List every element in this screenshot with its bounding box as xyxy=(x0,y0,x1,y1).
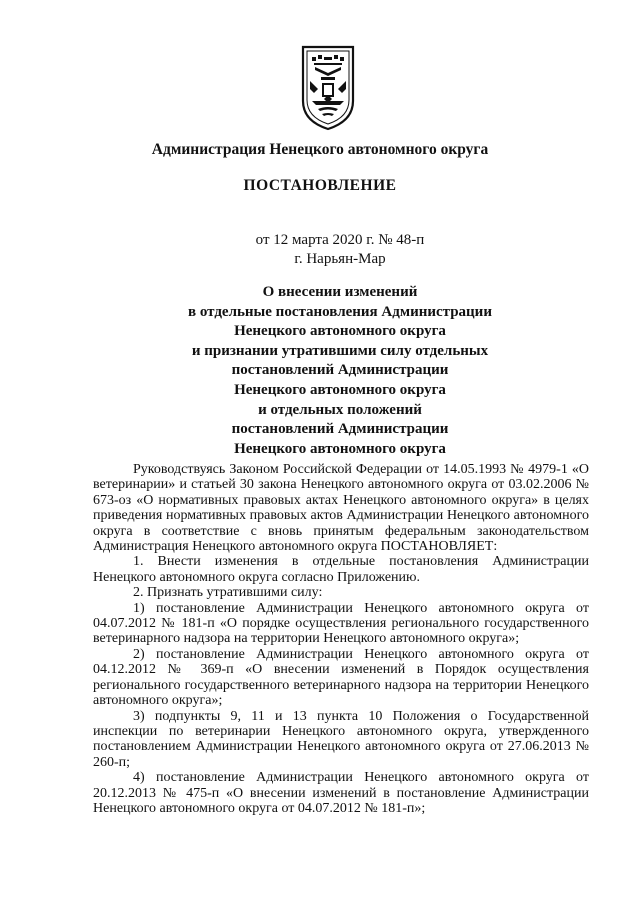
subject-line: Ненецкого автономного округа xyxy=(234,323,446,340)
clause-1-paragraph: 1. Внести изменения в отдельные постановления Администрации Ненецкого автономного округа согласно Приложению. xyxy=(93,554,589,585)
subject-line: постановлений Администрации xyxy=(231,421,449,438)
coat-of-arms-emblem xyxy=(300,43,356,131)
subject-line: Ненецкого автономного округа xyxy=(234,381,446,398)
document-meta xyxy=(0,231,640,269)
document-place: г. Нарьян-Мар xyxy=(294,251,386,267)
organization-name: Администрация Ненецкого автономного округа xyxy=(151,141,489,158)
subject-line: Ненецкого автономного округа xyxy=(234,440,446,457)
subject-line: и признании утратившими силу отдельных xyxy=(191,342,489,359)
clause-2-item-3: 3) подпункты 9, 11 и 13 пункта 10 Положения о Государственной инспекции по ветеринарии Ненецкого автономного округа, утвержденного постановлением Администрации Ненецкого автономного округа от 27.06.2013 № 260-п; xyxy=(93,708,589,770)
preamble-paragraph: Руководствуясь Законом Российской Федерации от 14.05.1993 № 4979-1 «О ветеринарии» и статьей 30 закона Ненецкого автономного округа от 03.02.2006 № 673-оз «О нормативных правовых актах Ненецкого автономного округа» в целях приведения нормативных правовых актов Администрации Ненецкого автономного округа в соответствие с вновь принятым федеральным законодательством Администрация Ненецкого автономного округа ПОСТАНОВЛЯЕТ: xyxy=(93,462,589,555)
subject-line: постановлений Администрации xyxy=(231,362,449,379)
document-body xyxy=(93,462,589,816)
document-date-number: от 12 марта 2020 г. № 48-п xyxy=(255,232,425,248)
subject-line: и отдельных положений xyxy=(258,401,422,418)
document-type-title: ПОСТАНОВЛЕНИЕ xyxy=(243,177,397,194)
subject-line: в отдельные постановления Администрации xyxy=(188,303,492,320)
clause-2-item-4: 4) постановление Администрации Ненецкого автономного округа от 20.12.2013 № 475-п «О внесении изменений в постановление Администрации Ненецкого автономного округа от 04.07.2012 № 181-п»; xyxy=(93,770,589,816)
document-subject xyxy=(0,283,640,459)
clause-2-item-1: 1) постановление Администрации Ненецкого автономного округа от 04.07.2012 № 181-п «О порядке осуществления регионального государственного ветеринарного надзора на территории Ненецкого автономного округа»; xyxy=(93,600,589,647)
subject-line: О внесении изменений xyxy=(262,284,418,300)
clause-2-item-2: 2) постановление Администрации Ненецкого автономного округа от 04.12.2012 № 369-п «О внесении изменений в Порядок осуществления регионального государственного ветеринарного надзора на территории Ненецкого автономного округа»; xyxy=(93,646,589,709)
clause-2-paragraph: 2. Признать утратившими силу: xyxy=(133,585,323,601)
